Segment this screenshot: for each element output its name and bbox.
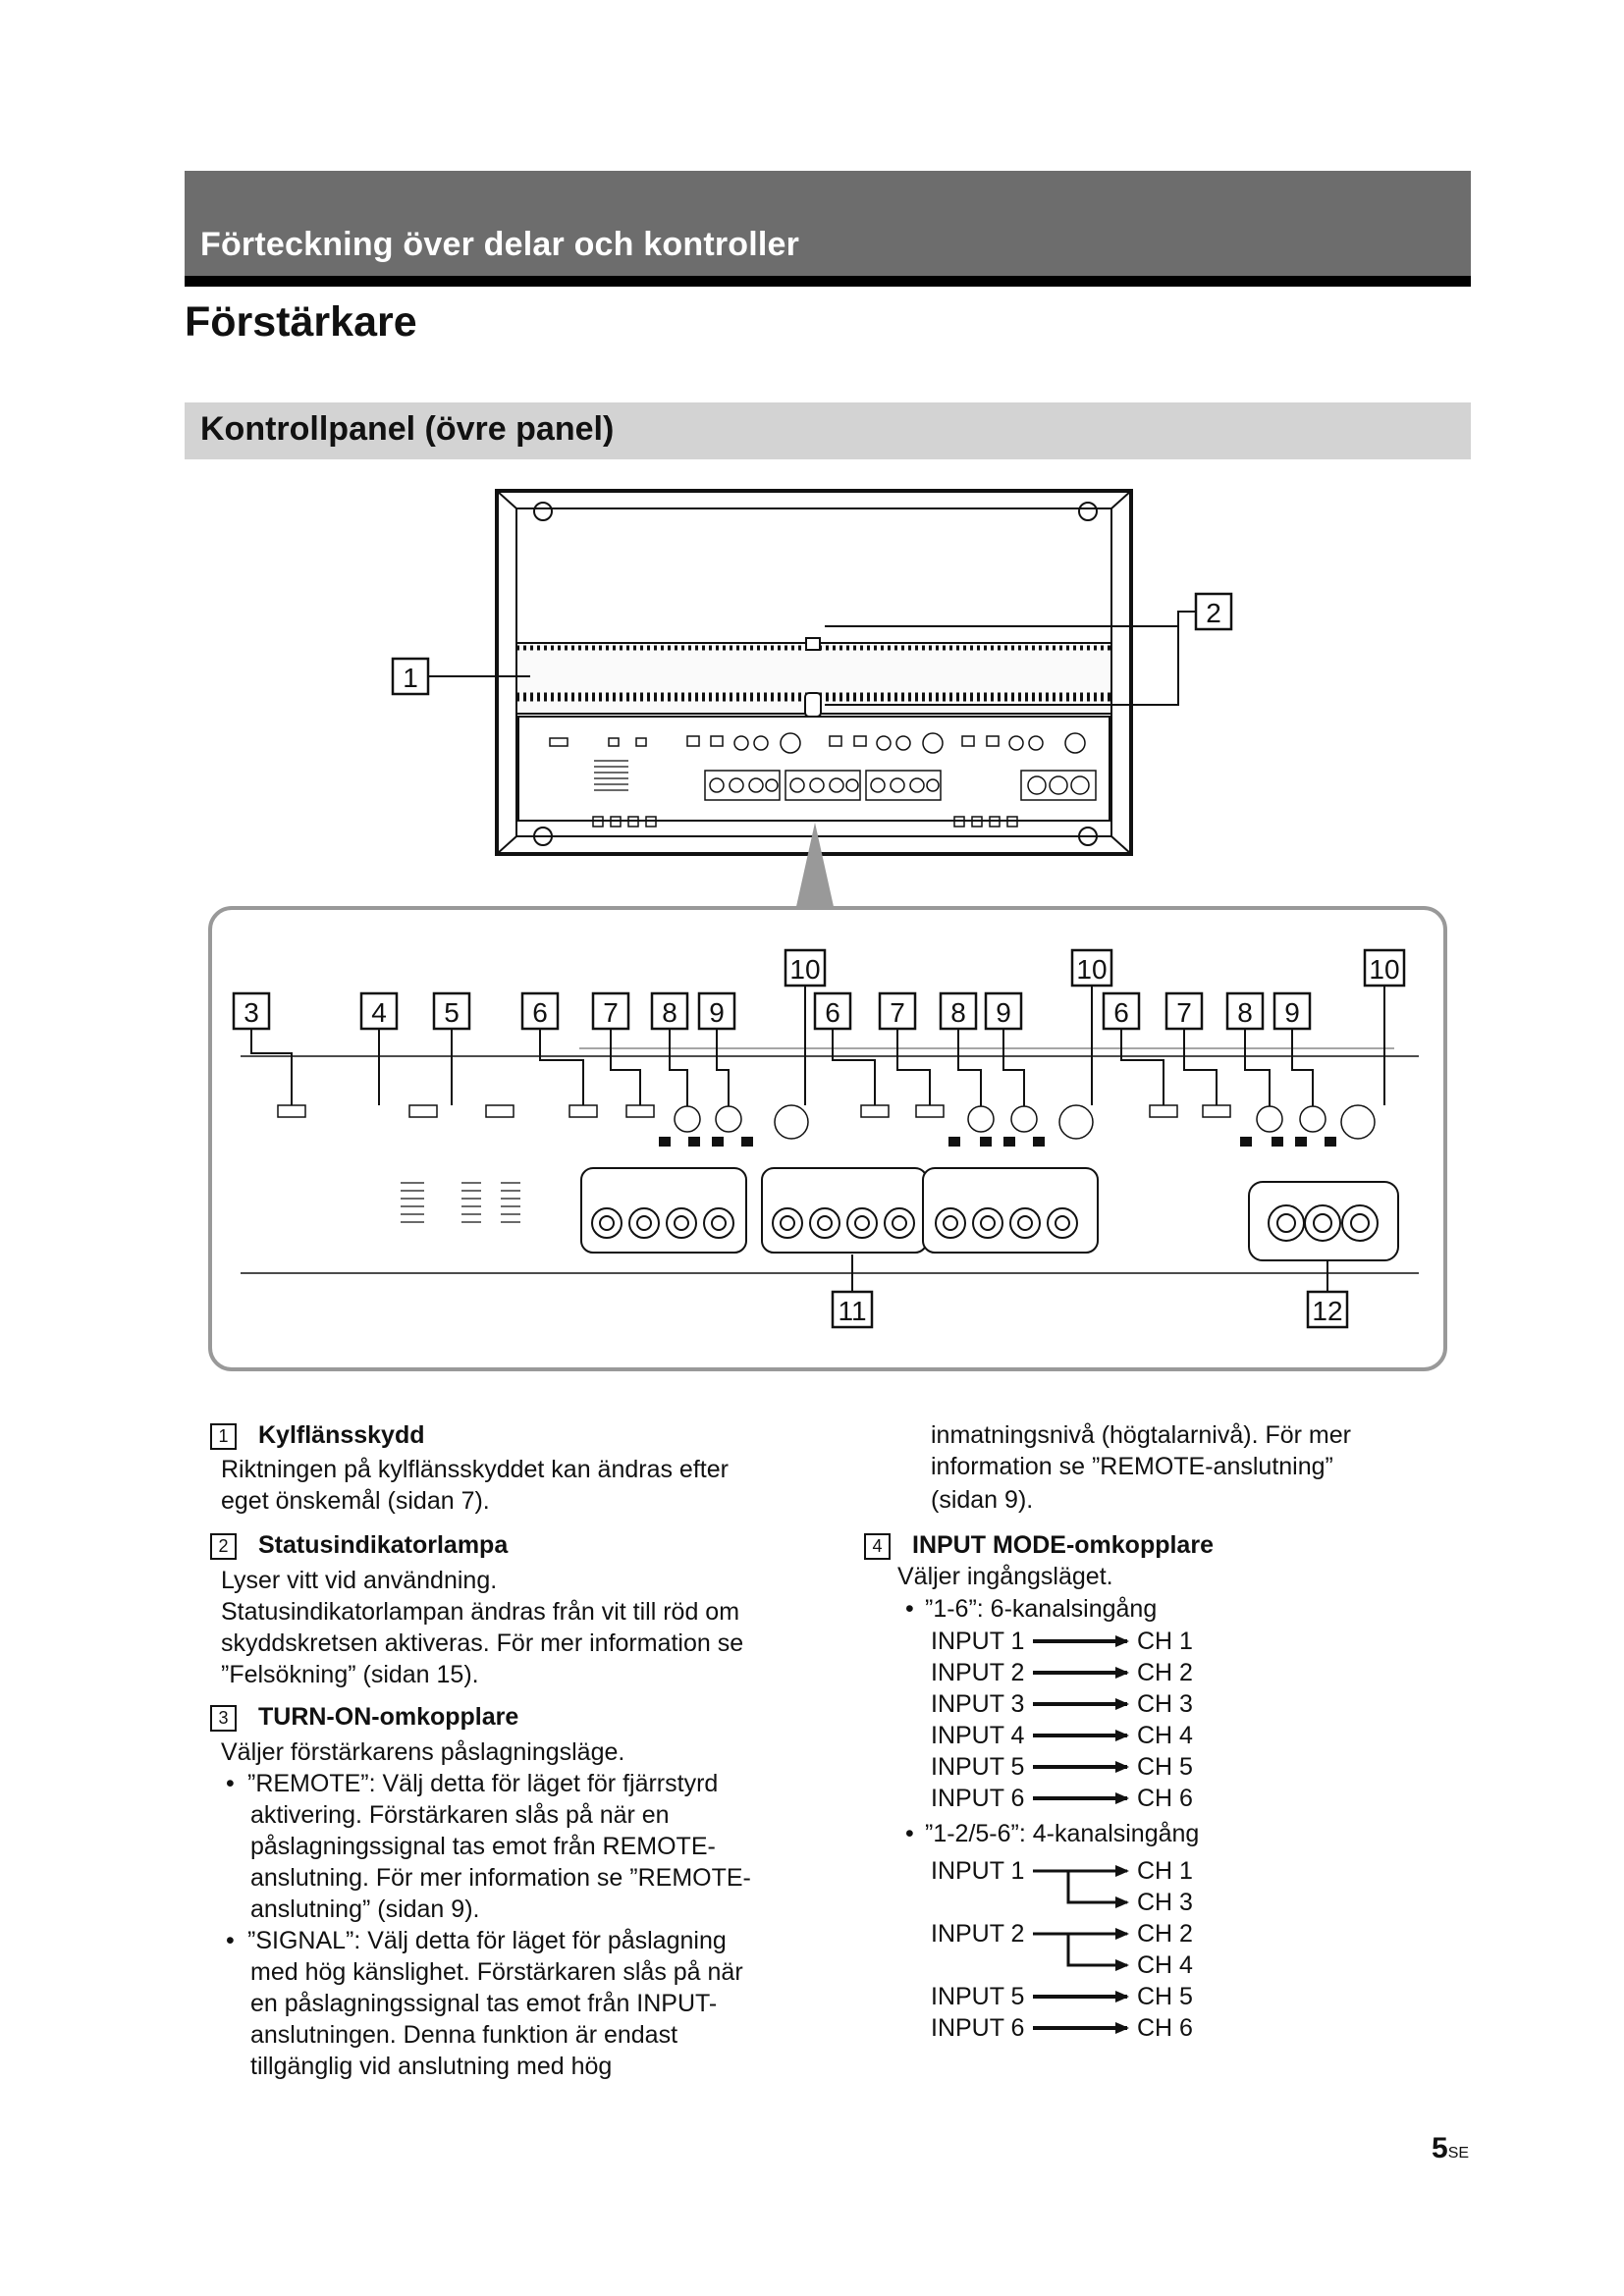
item-1-title: Kylflänsskydd <box>258 1421 425 1449</box>
item-1-line: eget önskemål (sidan 7). <box>221 1487 490 1515</box>
callout-8b-label: 8 <box>950 997 966 1028</box>
bullet-dot: • <box>905 1820 914 1847</box>
callout-2-label: 2 <box>1206 598 1221 628</box>
callout-5-label: 5 <box>444 997 460 1028</box>
bullet-dot: • <box>226 1927 235 1954</box>
mode2-output: CH 4 <box>1137 1951 1193 1979</box>
callout-10c-label: 10 <box>1369 954 1400 985</box>
callout-7a-label: 7 <box>603 997 619 1028</box>
item-3-title: TURN-ON-omkopplare <box>258 1703 519 1731</box>
page-number-value: 5 <box>1432 2132 1448 2164</box>
callout-4-label: 4 <box>371 997 387 1028</box>
mode2-input: INPUT 1 <box>931 1857 1025 1885</box>
mode1-input: INPUT 5 <box>931 1753 1025 1781</box>
continuation-line: information se ”REMOTE-anslutning” <box>931 1453 1333 1480</box>
mode1-input: INPUT 4 <box>931 1722 1025 1749</box>
mode2-output: CH 5 <box>1137 1983 1193 2010</box>
callout-6b-label: 6 <box>825 997 840 1028</box>
mode2-output: CH 6 <box>1137 2014 1193 2042</box>
mode2-output: CH 2 <box>1137 1920 1193 1948</box>
callout-1-label: 1 <box>403 663 418 693</box>
item-4-number: 4 <box>864 1533 891 1560</box>
mode1-output: CH 6 <box>1137 1785 1193 1812</box>
item-3-bullet-1-line: anslutning” (sidan 9). <box>250 1896 480 1923</box>
continuation-line: inmatningsnivå (högtalarnivå). För mer <box>931 1421 1351 1449</box>
callout-8a-label: 8 <box>662 997 677 1028</box>
mode1-input: INPUT 1 <box>931 1628 1025 1655</box>
item-3-bullet-1-line: anslutning. För mer information se ”REMOTE- <box>250 1864 751 1892</box>
item-2-title: Statusindikatorlampa <box>258 1531 509 1559</box>
page-heading: Förstärkare <box>185 298 417 346</box>
mode2-arrows <box>1033 1871 1127 2028</box>
callout-3-label: 3 <box>244 997 259 1028</box>
subheading: Kontrollpanel (övre panel) <box>200 410 615 448</box>
callout-9b-label: 9 <box>996 997 1011 1028</box>
callout-7c-label: 7 <box>1176 997 1192 1028</box>
item-3-bullet-2-line: tillgänglig vid anslutning med hög <box>250 2053 613 2080</box>
item-3-line: Väljer förstärkarens påslagningsläge. <box>221 1738 625 1766</box>
item-2-line: Statusindikatorlampan ändras från vit till röd om <box>221 1598 740 1626</box>
mode1-arrows <box>1033 1641 1127 1798</box>
mode1-input: INPUT 6 <box>931 1785 1025 1812</box>
bullet-dot: • <box>905 1595 914 1623</box>
bullet-dot: • <box>226 1770 235 1797</box>
item-3-bullet-2-line: en påslagningssignal tas emot från INPUT- <box>250 1990 718 2017</box>
item-2-line: skyddskretsen aktiveras. För mer information se <box>221 1629 744 1657</box>
page-number <box>1432 2132 1469 2165</box>
callout-6a-label: 6 <box>532 997 548 1028</box>
callout-11-label: 11 <box>838 1296 867 1326</box>
mode1-output: CH 2 <box>1137 1659 1193 1686</box>
mode2-output: CH 1 <box>1137 1857 1193 1885</box>
item-1-number: 1 <box>210 1423 237 1450</box>
mode-2-label: ”1-2/5-6”: 4-kanalsingång <box>925 1820 1200 1847</box>
mode-1-label: ”1-6”: 6-kanalsingång <box>925 1595 1158 1623</box>
mode1-output: CH 5 <box>1137 1753 1193 1781</box>
callout-12-label: 12 <box>1312 1296 1343 1326</box>
item-3-bullet-1-line: påslagningssignal tas emot från REMOTE- <box>250 1833 716 1860</box>
item-4-line: Väljer ingångsläget. <box>897 1563 1113 1590</box>
item-3-bullet-2-line: anslutningen. Denna funktion är endast <box>250 2021 678 2049</box>
item-1-line: Riktningen på kylflänsskyddet kan ändras efter <box>221 1456 729 1483</box>
item-3-number: 3 <box>210 1705 237 1732</box>
item-2-number: 2 <box>210 1533 237 1560</box>
arrow-right-icon <box>1068 1871 1127 1902</box>
callout-6c-label: 6 <box>1113 997 1129 1028</box>
callout-9c-label: 9 <box>1284 997 1300 1028</box>
mode1-output: CH 4 <box>1137 1722 1193 1749</box>
mode1-input: INPUT 3 <box>931 1690 1025 1718</box>
mode1-output: CH 1 <box>1137 1628 1193 1655</box>
item-3-bullet-2-line: ”SIGNAL”: Välj detta för läget för påslagning <box>247 1927 727 1954</box>
item-2-line: ”Felsökning” (sidan 15). <box>221 1661 479 1688</box>
mode2-output: CH 3 <box>1137 1889 1193 1916</box>
callout-8c-label: 8 <box>1237 997 1253 1028</box>
section-title: Förteckning över delar och kontroller <box>200 226 800 263</box>
callout-9a-label: 9 <box>709 997 725 1028</box>
mode1-input: INPUT 2 <box>931 1659 1025 1686</box>
item-3-bullet-1-line: aktivering. Förstärkaren slås på när en <box>250 1801 670 1829</box>
mode2-input: INPUT 6 <box>931 2014 1025 2042</box>
callout-7b-label: 7 <box>890 997 905 1028</box>
item-3-bullet-1-line: ”REMOTE”: Välj detta för läget för fjärrstyrd <box>247 1770 719 1797</box>
item-3-bullet-2-line: med hög känslighet. Förstärkaren slås på när <box>250 1958 743 1986</box>
continuation-line: (sidan 9). <box>931 1486 1034 1514</box>
callout-10b-label: 10 <box>1076 954 1108 985</box>
page-number-suffix: SE <box>1447 2145 1470 2162</box>
item-2-line: Lyser vitt vid användning. <box>221 1567 498 1594</box>
callout-10a-label: 10 <box>789 954 821 985</box>
mode2-input: INPUT 5 <box>931 1983 1025 2010</box>
mode1-output: CH 3 <box>1137 1690 1193 1718</box>
mode2-input: INPUT 2 <box>931 1920 1025 1948</box>
arrow-right-icon <box>1068 1934 1127 1965</box>
item-4-title: INPUT MODE-omkopplare <box>912 1531 1214 1559</box>
